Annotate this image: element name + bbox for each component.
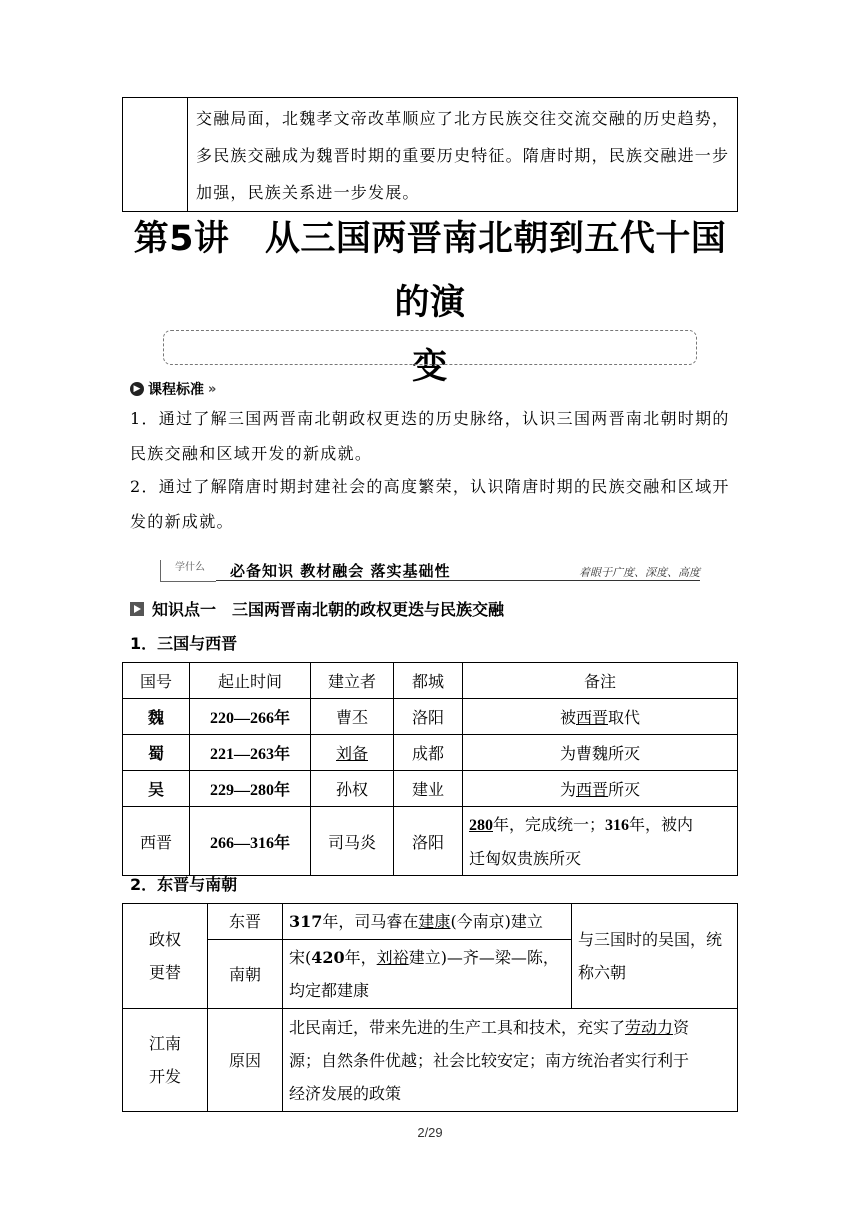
- header-cell: 国号: [123, 663, 190, 699]
- underlined-text: 建康: [418, 912, 451, 931]
- text: 年，司马睿在: [322, 912, 419, 931]
- double-chevron-icon: »: [208, 381, 217, 397]
- cell: 南朝: [208, 940, 283, 1009]
- text: 所灭: [608, 780, 641, 799]
- cell: [463, 807, 738, 876]
- text: 建立)—齐—梁—陈，: [408, 948, 559, 967]
- text-line: 江南: [148, 1034, 181, 1053]
- title-line: 第5讲 从三国两晋南北朝到五代十国的演: [133, 219, 727, 323]
- cell: 洛阳: [394, 699, 463, 735]
- cell: 洛阳: [394, 807, 463, 876]
- text: (今南京)建立: [450, 912, 543, 931]
- cell: 司马炎: [311, 807, 394, 876]
- table-row: [123, 1009, 738, 1112]
- header-cell: 都城: [394, 663, 463, 699]
- text-line: 源；自然条件优越；社会比较安定；南方统治者实行利于: [289, 1050, 690, 1070]
- continuation-text: [188, 98, 738, 212]
- cell: [283, 940, 572, 1009]
- text: 年，被内: [629, 814, 694, 834]
- cell: [463, 771, 738, 807]
- empty-cell: [123, 98, 188, 212]
- section2-title: 2．东晋与南朝: [130, 875, 238, 894]
- cell: 成都: [394, 735, 463, 771]
- underlined-text: 刘备: [335, 744, 368, 763]
- table-row: [123, 807, 738, 876]
- cell: 东晋: [208, 904, 283, 940]
- cell: 曹丕: [311, 699, 394, 735]
- table-three-kingdoms: [122, 662, 738, 876]
- banner-subtitle: 着眼于广度、深度、高度: [579, 566, 700, 579]
- underlined-text: 刘裕: [376, 948, 409, 967]
- table-eastern-jin: [122, 903, 738, 1112]
- text-line: [289, 941, 565, 974]
- text: 宋(: [289, 948, 312, 967]
- header-cell: 建立者: [311, 663, 394, 699]
- banner-title: 必备知识 教材融会 落实基础性: [230, 562, 451, 580]
- table-row: [123, 699, 738, 735]
- page-number: 2/29: [417, 1125, 443, 1140]
- text-line: 与三国时的吴国，统: [578, 930, 723, 949]
- curriculum-item-2: [130, 469, 736, 539]
- text-line: [469, 808, 731, 842]
- underlined-text: 劳动力: [625, 1017, 674, 1037]
- text-line: 均定都建康: [289, 981, 370, 1000]
- text-line: 发的新成就。: [130, 512, 234, 531]
- cell: [463, 699, 738, 735]
- text-line: 2．通过了解隋唐时期封建社会的高度繁荣，认识隋唐时期的民族交融和区域开: [130, 477, 730, 496]
- year: 317: [289, 912, 323, 931]
- text-line: 多民族交融成为魏晋时期的重要历史特征。隋唐时期，民族交融进一步: [196, 146, 730, 165]
- cell: 建业: [394, 771, 463, 807]
- knowledge-point-text: 知识点一 三国两晋南北朝的政权更迭与民族交融: [152, 600, 505, 619]
- curriculum-heading: [130, 379, 216, 399]
- cell: 西晋: [123, 807, 190, 876]
- group-cell: [123, 1009, 208, 1112]
- table-row: [123, 904, 738, 940]
- banner-rule: [216, 580, 700, 581]
- year: 420: [311, 948, 345, 967]
- cell: [572, 904, 738, 1009]
- text-line: [289, 1011, 731, 1044]
- cell: 220—266年: [190, 699, 311, 735]
- cell: 266—316年: [190, 807, 311, 876]
- title-line: 变: [412, 347, 448, 387]
- year: 316: [605, 816, 630, 834]
- cell: [283, 904, 572, 940]
- dashed-box: [163, 330, 697, 365]
- text: 年，完成统一；: [493, 814, 606, 834]
- text-line: 加强，民族关系进一步发展。: [196, 183, 420, 202]
- text: 被: [559, 708, 576, 727]
- cell: [311, 735, 394, 771]
- underlined-text: 西晋: [575, 708, 608, 727]
- logo: 学什么: [160, 560, 216, 582]
- text: 取代: [608, 708, 641, 727]
- knowledge-point-heading: [130, 597, 504, 620]
- cell: 孙权: [311, 771, 394, 807]
- curriculum-item-1: [130, 401, 736, 471]
- header-cell: 备注: [463, 663, 738, 699]
- text-line: 经济发展的政策: [289, 1083, 402, 1103]
- cell: 吴: [123, 771, 190, 807]
- cell: 蜀: [123, 735, 190, 771]
- text: 为: [559, 780, 576, 799]
- text: 资: [673, 1017, 690, 1037]
- text-line: 开发: [148, 1067, 181, 1086]
- play-icon: ▶: [130, 382, 144, 396]
- text-line: 称六朝: [578, 963, 627, 982]
- underlined-year: 280: [469, 816, 493, 834]
- table-row: [123, 771, 738, 807]
- table-row: [123, 735, 738, 771]
- cell: 229—280年: [190, 771, 311, 807]
- cell: 为曹魏所灭: [463, 735, 738, 771]
- group-cell: [123, 904, 208, 1009]
- text-line: 民族交融和区域开发的新成就。: [130, 444, 373, 463]
- cell: 原因: [208, 1009, 283, 1112]
- cell: 魏: [123, 699, 190, 735]
- text: 年，: [344, 948, 377, 967]
- header-cell: 起止时间: [190, 663, 311, 699]
- underlined-text: 西晋: [575, 780, 608, 799]
- section1-title: 1．三国与西晋: [130, 634, 238, 653]
- cell: 221—263年: [190, 735, 311, 771]
- lesson-title: [120, 207, 740, 399]
- table-header-row: [123, 663, 738, 699]
- triangle-icon: [130, 602, 144, 616]
- text-line: 1．通过了解三国两晋南北朝政权更迭的历史脉络，认识三国两晋南北朝时期的: [130, 409, 730, 428]
- section-banner: [160, 560, 700, 584]
- text-line: 交融局面，北魏孝文帝改革顺应了北方民族交往交流交融的历史趋势，: [196, 109, 730, 128]
- heading-text: 课程标准: [148, 382, 204, 398]
- text-line: 政权: [148, 930, 181, 949]
- text-line: 更替: [148, 963, 181, 982]
- cell: [283, 1009, 738, 1112]
- text-line: 迁匈奴贵族所灭: [469, 848, 582, 868]
- continuation-table: [122, 97, 738, 212]
- text: 北民南迁，带来先进的生产工具和技术，充实了: [289, 1017, 626, 1037]
